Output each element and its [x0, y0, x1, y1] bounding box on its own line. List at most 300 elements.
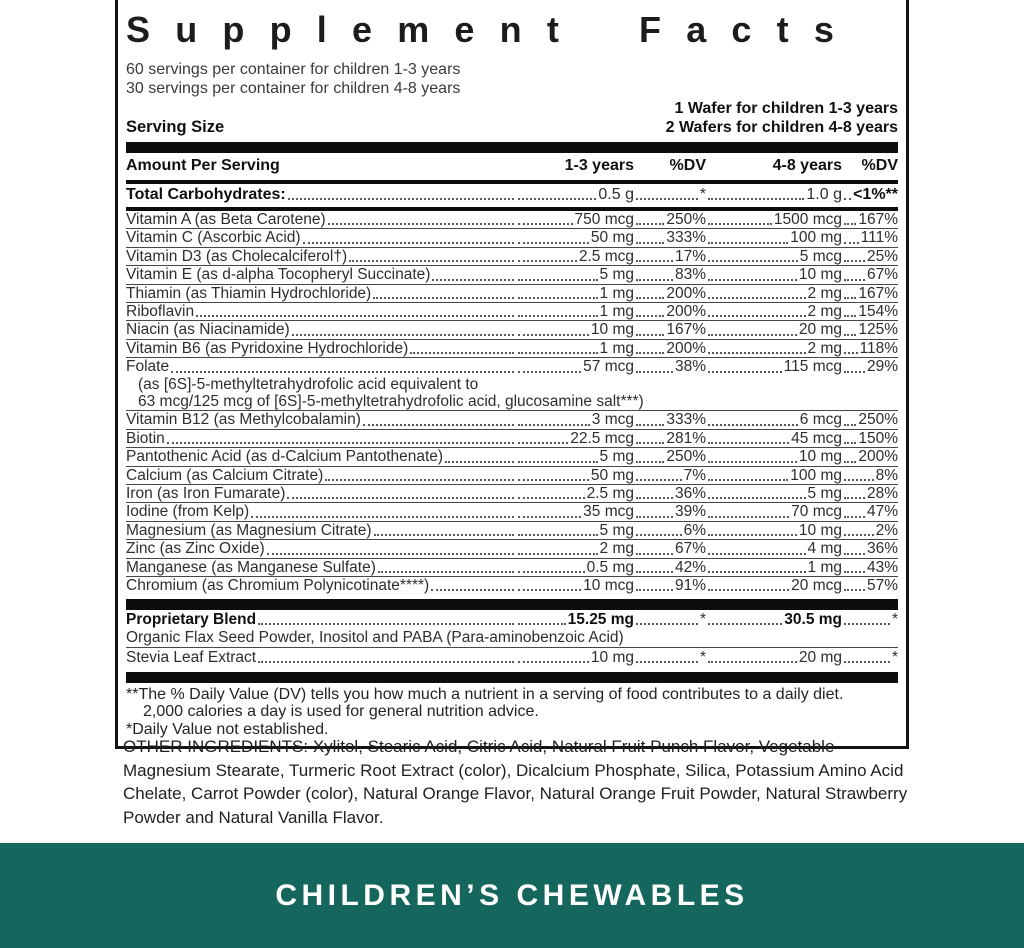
footnote-calories: 2,000 calories a day is used for general nutrition advice.	[143, 703, 539, 721]
dv-1-3-cell	[634, 303, 706, 320]
dotted-leader	[251, 516, 514, 518]
dv-1-3: 200%	[666, 284, 706, 302]
dv-1-3-cell	[634, 503, 706, 520]
nutrient-row	[126, 184, 898, 205]
nutrient-name: Iron (as Iron Fumarate)	[126, 485, 286, 502]
dotted-leader	[287, 497, 514, 499]
nutrient-name: Vitamin A (as Beta Carotene)	[126, 210, 326, 228]
dotted-leader	[518, 553, 598, 555]
amount-1-3-cell	[516, 411, 634, 428]
dotted-leader	[844, 242, 859, 244]
dv-4-8-cell	[842, 611, 898, 628]
nutrient-row	[126, 211, 898, 228]
amount-1-3: 22.5 mcg	[570, 429, 634, 447]
amount-4-8: 45 mcg	[791, 429, 842, 447]
nutrient-name: Vitamin E (as d-alpha Tocopheryl Succinate)	[126, 266, 431, 284]
amount-4-8-cell	[706, 266, 842, 283]
dotted-leader	[708, 279, 797, 281]
thick-divider-top	[126, 142, 898, 153]
nutrient-name: Riboflavin	[126, 302, 195, 320]
dotted-leader	[844, 315, 856, 317]
nutrient-row	[126, 265, 898, 283]
dotted-leader	[844, 534, 874, 536]
dotted-leader	[636, 242, 664, 244]
dv-4-8: 47%	[866, 503, 898, 521]
dv-1-3-cell	[634, 577, 706, 594]
amount-1-3: 10 mg	[590, 321, 634, 339]
amount-1-3-cell	[516, 358, 634, 375]
amount-4-8-cell	[706, 340, 842, 357]
nutrient-name: Proprietary Blend	[126, 610, 257, 628]
amount-4-8-cell	[706, 358, 842, 375]
dotted-leader	[518, 198, 596, 200]
amount-4-8-cell	[706, 467, 842, 484]
column-header-row	[126, 153, 898, 178]
dotted-leader	[708, 623, 782, 625]
amount-4-8-cell	[706, 448, 842, 465]
nutrient-row	[126, 228, 898, 246]
footnote-daily-value: **The % Daily Value (DV) tells you how much a nutrient in a serving of food contributes to a daily diet.	[126, 685, 844, 703]
nutrient-row	[126, 339, 898, 357]
dv-4-8: 29%	[866, 358, 898, 376]
dotted-leader	[518, 371, 581, 373]
dotted-leader	[292, 334, 514, 336]
nutrient-row	[126, 576, 898, 594]
amount-1-3-cell	[516, 559, 634, 576]
amount-1-3-cell	[516, 285, 634, 302]
dotted-leader	[363, 424, 514, 426]
dotted-leader	[844, 352, 858, 354]
amount-4-8: 10 mg	[798, 448, 842, 466]
dv-1-3-cell	[634, 522, 706, 539]
nutrient-row	[126, 447, 898, 465]
dotted-leader	[844, 297, 856, 299]
dotted-leader	[636, 497, 673, 499]
dv-1-3-cell	[634, 430, 706, 447]
amount-1-3-cell	[516, 430, 634, 447]
dotted-leader	[518, 516, 581, 518]
amount-1-3: 0.5 mg	[586, 558, 634, 576]
dotted-leader	[518, 260, 577, 262]
dotted-leader	[844, 442, 856, 444]
dv-4-8: 25%	[866, 247, 898, 265]
dv-1-3-cell	[634, 229, 706, 246]
nutrient-row	[126, 539, 898, 557]
dv-1-3-cell	[634, 285, 706, 302]
amount-1-3: 15.25 mg	[567, 610, 634, 628]
dotted-leader	[708, 198, 804, 200]
dotted-leader	[844, 589, 865, 591]
dv-1-3-cell	[634, 649, 706, 666]
dotted-leader	[518, 661, 589, 663]
dotted-leader	[267, 553, 514, 555]
dv-4-8-cell	[842, 211, 898, 228]
dotted-leader	[636, 424, 664, 426]
dv-4-8: 28%	[866, 485, 898, 502]
dotted-leader	[636, 198, 698, 200]
dv-1-3-cell	[634, 540, 706, 557]
amount-4-8-cell	[706, 577, 842, 594]
dotted-leader	[844, 371, 865, 373]
nutrient-name: Iodine (from Kelp)	[126, 503, 250, 521]
amount-1-3: 1 mg	[599, 339, 634, 357]
amount-4-8-cell	[706, 485, 842, 502]
col-header-dv-2: %DV	[861, 157, 898, 174]
dv-1-3-cell	[634, 448, 706, 465]
amount-1-3: 1 mg	[599, 302, 634, 320]
dv-4-8: 43%	[866, 558, 898, 576]
dv-4-8: 250%	[858, 411, 898, 429]
dotted-leader	[196, 315, 514, 317]
dv-4-8-cell	[842, 540, 898, 557]
nutrient-name: Niacin (as Niacinamide)	[126, 321, 290, 339]
amount-1-3: 5 mg	[599, 448, 634, 466]
dotted-leader	[844, 623, 890, 625]
nutrient-row	[126, 302, 898, 320]
dotted-leader	[636, 223, 664, 225]
dotted-leader	[636, 516, 673, 518]
dotted-leader	[518, 242, 589, 244]
nutrient-name: Manganese (as Manganese Sulfate)	[126, 558, 376, 576]
dotted-leader	[636, 260, 673, 262]
nutrient-row	[126, 410, 898, 428]
dv-4-8: 167%	[858, 210, 898, 228]
dotted-leader	[167, 442, 514, 444]
dotted-leader	[844, 461, 856, 463]
nutrient-note: (as [6S]-5-methyltetrahydrofolic acid equivalent to	[138, 375, 479, 393]
amount-1-3: 10 mg	[590, 648, 634, 666]
nutrient-row	[126, 558, 898, 576]
supplement-facts-panel	[115, 0, 909, 749]
dotted-leader	[844, 553, 865, 555]
amount-4-8-cell	[706, 248, 842, 265]
dotted-leader	[708, 534, 797, 536]
dotted-leader	[518, 534, 598, 536]
amount-1-3-cell	[516, 540, 634, 557]
dv-1-3: 250%	[666, 448, 706, 466]
dotted-leader	[373, 297, 514, 299]
dotted-leader	[636, 279, 673, 281]
amount-1-3-cell	[516, 522, 634, 539]
amount-1-3-cell	[516, 186, 634, 203]
dv-4-8-cell	[842, 411, 898, 428]
nutrient-row	[126, 429, 898, 447]
dotted-leader	[844, 497, 865, 499]
col-header-1-3-years: 1-3 years	[564, 157, 634, 174]
amount-1-3-cell	[516, 303, 634, 320]
dv-1-3: 91%	[674, 577, 706, 595]
dotted-leader	[636, 479, 682, 481]
dotted-leader	[636, 589, 673, 591]
amount-1-3: 3 mcg	[591, 411, 634, 429]
dotted-leader	[708, 516, 789, 518]
dotted-leader	[636, 553, 673, 555]
dv-1-3: 281%	[666, 429, 706, 447]
dotted-leader	[636, 534, 682, 536]
dv-4-8-cell	[842, 266, 898, 283]
dotted-leader	[288, 198, 514, 200]
amount-per-serving-header: Amount Per Serving	[126, 157, 280, 174]
dotted-leader	[636, 623, 698, 625]
col-header-4-8-years: 4-8 years	[772, 157, 842, 174]
amount-4-8: 100 mg	[790, 466, 842, 484]
dotted-leader	[445, 461, 514, 463]
col-header-dv-1: %DV	[669, 157, 706, 174]
dv-1-3: *	[699, 648, 706, 666]
dotted-leader	[708, 297, 806, 299]
amount-1-3-cell	[516, 266, 634, 283]
dv-1-3-cell	[634, 559, 706, 576]
dotted-leader	[708, 352, 806, 354]
amount-4-8: 5 mcg	[799, 247, 842, 265]
amount-1-3: 10 mcg	[583, 577, 634, 595]
dotted-leader	[431, 589, 514, 591]
dotted-leader	[708, 461, 797, 463]
dotted-leader	[636, 661, 698, 663]
amount-1-3-cell	[516, 485, 634, 502]
nutrient-name: Calcium (as Calcium Citrate)	[126, 466, 324, 484]
amount-1-3-cell	[516, 467, 634, 484]
dv-1-3: 36%	[674, 485, 706, 502]
serving-size-row	[126, 99, 898, 137]
dv-4-8-cell	[842, 559, 898, 576]
dotted-leader	[518, 497, 585, 499]
dotted-leader	[708, 424, 798, 426]
serving-size-label: Serving Size	[126, 118, 225, 136]
nutrient-note: Organic Flax Seed Powder, Inositol and PABA (Para-aminobenzoic Acid)	[126, 629, 624, 647]
amount-1-3-cell	[516, 248, 634, 265]
dv-4-8-cell	[842, 430, 898, 447]
amount-4-8: 30.5 mg	[784, 610, 842, 628]
dotted-leader	[636, 297, 664, 299]
dotted-leader	[328, 223, 514, 225]
dv-4-8: 125%	[858, 321, 898, 339]
dv-4-8: 118%	[859, 339, 898, 357]
dv-4-8-cell	[842, 303, 898, 320]
dotted-leader	[410, 352, 514, 354]
dv-4-8-cell	[842, 186, 898, 203]
amount-4-8-cell	[706, 285, 842, 302]
dv-1-3: 200%	[666, 302, 706, 320]
dv-4-8: 8%	[875, 466, 898, 484]
dv-1-3: 39%	[674, 503, 706, 521]
dv-4-8-cell	[842, 285, 898, 302]
amount-4-8-cell	[706, 430, 842, 447]
nutrient-name: Vitamin D3 (as Cholecalciferol†)	[126, 247, 348, 265]
dotted-leader	[518, 424, 590, 426]
dotted-leader	[258, 623, 514, 625]
serving-size-value-1: 1 Wafer for children 1-3 years	[674, 100, 898, 117]
dotted-leader	[518, 461, 598, 463]
dv-1-3: 67%	[674, 540, 706, 558]
dv-4-8-cell	[842, 340, 898, 357]
nutrient-name: Magnesium (as Magnesium Citrate)	[126, 521, 372, 539]
dotted-leader	[708, 661, 797, 663]
dotted-leader	[708, 442, 789, 444]
dv-4-8-cell	[842, 229, 898, 246]
amount-1-3: 5 mg	[599, 521, 634, 539]
dv-4-8-cell	[842, 358, 898, 375]
dv-4-8: 200%	[858, 448, 898, 466]
amount-4-8: 6 mcg	[799, 411, 842, 429]
dv-4-8: *	[891, 648, 898, 666]
dotted-leader	[636, 442, 664, 444]
dv-4-8: 111%	[860, 229, 898, 247]
amount-4-8-cell	[706, 186, 842, 203]
dotted-leader	[844, 516, 865, 518]
amount-1-3: 50 mg	[590, 466, 634, 484]
nutrient-name: Zinc (as Zinc Oxide)	[126, 540, 265, 558]
dotted-leader	[518, 279, 598, 281]
dotted-leader	[636, 315, 664, 317]
serving-size-value-2: 2 Wafers for children 4-8 years	[665, 119, 898, 136]
dv-1-3-cell	[634, 611, 706, 628]
dv-4-8-cell	[842, 485, 898, 502]
dotted-leader	[518, 589, 581, 591]
nutrient-row	[126, 320, 898, 338]
nutrient-rows-container	[126, 211, 898, 595]
nutrient-name: Stevia Leaf Extract	[126, 648, 257, 666]
thick-divider-blend	[126, 599, 898, 610]
dv-1-3: 83%	[674, 266, 706, 284]
amount-1-3-cell	[516, 649, 634, 666]
amount-1-3: 2 mg	[599, 540, 634, 558]
supplement-facts-title: Supplement Facts	[126, 9, 860, 50]
dv-1-3-cell	[634, 358, 706, 375]
amount-1-3: 1 mg	[599, 284, 634, 302]
nutrient-row	[126, 247, 898, 265]
nutrient-name: Total Carbohydrates:	[126, 185, 286, 203]
amount-1-3: 750 mcg	[574, 210, 634, 228]
dotted-leader	[432, 279, 514, 281]
dotted-leader	[325, 479, 514, 481]
amount-4-8: 1500 mcg	[773, 210, 842, 228]
nutrient-note: 63 mcg/125 mcg of [6S]-5-methyltetrahydrofolic acid, glucosamine salt***)	[138, 392, 644, 410]
dv-4-8: 2%	[875, 521, 898, 539]
amount-1-3-cell	[516, 340, 634, 357]
nutrient-name: Chromium (as Chromium Polynicotinate****)	[126, 577, 430, 595]
dv-1-3: 6%	[683, 521, 706, 539]
dotted-leader	[844, 661, 890, 663]
amount-4-8: 20 mcg	[791, 577, 842, 595]
dv-4-8: 57%	[866, 577, 898, 595]
amount-1-3: 50 mg	[590, 229, 634, 247]
dv-4-8-cell	[842, 503, 898, 520]
amount-4-8: 10 mg	[798, 521, 842, 539]
dv-4-8-cell	[842, 649, 898, 666]
nutrient-row	[126, 284, 898, 302]
dv-1-3: 250%	[666, 210, 706, 228]
dotted-leader	[636, 571, 673, 573]
dv-4-8: *	[891, 610, 898, 628]
dotted-leader	[708, 479, 788, 481]
amount-1-3: 35 mcg	[583, 503, 634, 521]
amount-4-8-cell	[706, 303, 842, 320]
serving-size-values	[666, 99, 898, 137]
nutrient-row	[126, 502, 898, 520]
nutrient-name: Thiamin (as Thiamin Hydrochloride)	[126, 284, 372, 302]
dotted-leader	[303, 242, 514, 244]
dotted-leader	[518, 623, 566, 625]
dotted-leader	[636, 461, 664, 463]
dv-1-3: 17%	[674, 247, 706, 265]
dotted-leader	[708, 334, 797, 336]
thick-divider-footnotes	[126, 672, 898, 683]
dotted-leader	[374, 534, 514, 536]
dv-4-8: 36%	[866, 540, 898, 558]
dv-1-3-cell	[634, 411, 706, 428]
nutrient-row	[126, 521, 898, 539]
amount-4-8: 10 mg	[798, 266, 842, 284]
amount-4-8-cell	[706, 229, 842, 246]
amount-4-8-cell	[706, 559, 842, 576]
nutrient-row	[126, 357, 898, 375]
dv-4-8-cell	[842, 248, 898, 265]
amount-4-8-cell	[706, 649, 842, 666]
dv-4-8: 67%	[866, 266, 898, 284]
nutrient-name: Folate	[126, 358, 170, 376]
total-carbohydrates-row-container	[126, 184, 898, 205]
other-ingredients-paragraph: OTHER INGREDIENTS: Xylitol, Stearic Acid, Citric Acid, Natural Fruit Punch Flavor, Vegetable Magnesium Stearate, Turmeric Root Extract (color), Dicalcium Phosphate, Silica, Potassium Amino Acid Chelate, Carrot Powder (color), Natural Orange Flavor, Natural Orange Fruit Powder, Natural Strawberry Powder and Natural Vanilla Flavor.	[123, 737, 908, 827]
dotted-leader	[518, 571, 585, 573]
amount-1-3: 2.5 mg	[586, 485, 634, 502]
dv-4-8-cell	[842, 522, 898, 539]
amount-4-8-cell	[706, 321, 842, 338]
amount-4-8: 4 mg	[807, 540, 842, 558]
amount-4-8: 100 mg	[790, 229, 842, 247]
amount-4-8: 2 mg	[807, 302, 842, 320]
dv-1-3-cell	[634, 321, 706, 338]
amount-4-8-cell	[706, 411, 842, 428]
amount-4-8-cell	[706, 522, 842, 539]
nutrient-row	[126, 466, 898, 484]
amount-1-3-cell	[516, 577, 634, 594]
amount-4-8-cell	[706, 540, 842, 557]
dv-1-3: 200%	[666, 339, 706, 357]
dv-4-8: 150%	[858, 429, 898, 447]
dotted-leader	[708, 371, 782, 373]
dv-1-3-cell	[634, 485, 706, 502]
nutrient-row	[126, 610, 898, 628]
amount-4-8-cell	[706, 503, 842, 520]
proprietary-blend-container	[126, 610, 898, 666]
banner-title: CHILDREN’S CHEWABLES	[275, 878, 749, 912]
amount-1-3-cell	[516, 503, 634, 520]
dv-4-8: 154%	[858, 302, 898, 320]
amount-1-3-cell	[516, 229, 634, 246]
dotted-leader	[518, 315, 598, 317]
dotted-leader	[636, 334, 664, 336]
nutrient-row	[126, 484, 898, 502]
dv-4-8: 167%	[858, 284, 898, 302]
product-banner	[0, 843, 1024, 948]
dv-1-3: 333%	[666, 411, 706, 429]
dotted-leader	[708, 242, 788, 244]
footnote-not-established: *Daily Value not established.	[126, 720, 329, 738]
dotted-leader	[708, 589, 789, 591]
dv-4-8-cell	[842, 321, 898, 338]
dv-4-8: <1%**	[853, 185, 898, 203]
dv-1-3: 42%	[674, 558, 706, 576]
dv-4-8-cell	[842, 448, 898, 465]
dv-1-3: 333%	[666, 229, 706, 247]
dotted-leader	[518, 479, 589, 481]
dotted-leader	[708, 553, 806, 555]
dv-4-8-cell	[842, 577, 898, 594]
nutrient-name: Biotin	[126, 429, 165, 447]
nutrient-name: Vitamin B12 (as Methylcobalamin)	[126, 411, 361, 429]
dotted-leader	[844, 260, 865, 262]
